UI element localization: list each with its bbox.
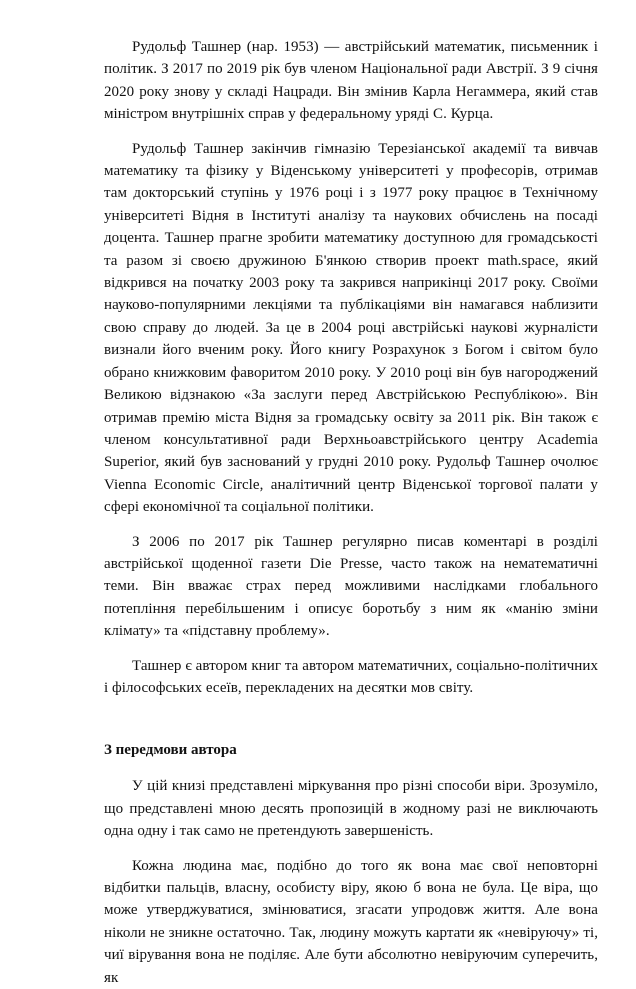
section-heading-preface: З передмови автора [104,742,237,759]
paragraph-education-career: Рудольф Ташнер закінчив гімназію Терезіанської академії та вивчав математику та фізику у Віденському університеті у професорів, отримав там докторський ступінь у 1976 році і з 1977 року працює в Технічному університеті Відня в Інституті аналізу та наукових обчислень на посаді доцента. Ташнер прагне зробити математику доступною для громадськості та разом зі своєю дружиною Б'янкою створив проект math.space, який відкрився на початку 2003 року та закрився наприкінці 2017 року. Своїми науково-популярними лекціями та публікаціями він намагався наблизити свою справу до людей. За це в 2004 році австрійські наукові журналісти визнали його вченим року. Його книгу Розрахунок з Богом і світом було обрано книжковим фаворитом 2010 року. У 2010 році він був нагороджений Великою відзнакою «За заслуги перед Австрійською Республікою». Він отримав премію міста Відня за громадську освіту за 2011 рік. Він також є членом консультативної ради Верхньоавстрійського центру Academia Superior, який був заснований у грудні 2010 року. Рудольф Ташнер очолює Vienna Economic Circle, аналітичний центр Віденської торгової палати у сфері економічної та соціальної політики. [104,140,598,516]
paragraph-author-intro: Рудольф Ташнер (нар. 1953) — австрійський математик, письменник і політик. З 2017 по 2019 рік був членом Національної ради Австрії. З 9 січня 2020 року знову у складі Нацради. Він змінив Карла Негаммера, який став міністром внутрішніх справ у федеральному уряді С. Курца. [104,39,598,123]
paragraph-preface-2: Кожна людина має, подібно до того як вона має свої неповторні відбитки пальців, власну, особисту віру, якою б вона не була. Це віра, що може утверджуватися, змінюватися, згасати упродовж життя. Але вона ніколи не зникне остаточно. Так, людину можуть картати як «невіруючу» ті, чиї вірування вона не поділяє. Але бути абсолютно невіруючим суперечить, як [104,857,598,986]
paragraph-books: Ташнер є автором книг та автором математичних, соціально-політичних і філософських есеїв, перекладених на десятки мов світу. [104,657,598,696]
paragraph-die-presse: З 2006 по 2017 рік Ташнер регулярно писав коментарі в розділі австрійської щоденної газети Die Presse, часто також на нематематичні теми. Він вважає страх перед можливими наслідками глобального потепління перебільшеним і описує боротьбу з ним як «манію зміни клімату» та «підставну проблему». [104,533,598,640]
paragraph-preface-1: У цій книзі представлені міркування про різні способи віри. Зрозуміло, що представлені мною десять пропозицій в жодному разі не виключають одна одну і так само не претендують завершеність. [104,778,598,840]
